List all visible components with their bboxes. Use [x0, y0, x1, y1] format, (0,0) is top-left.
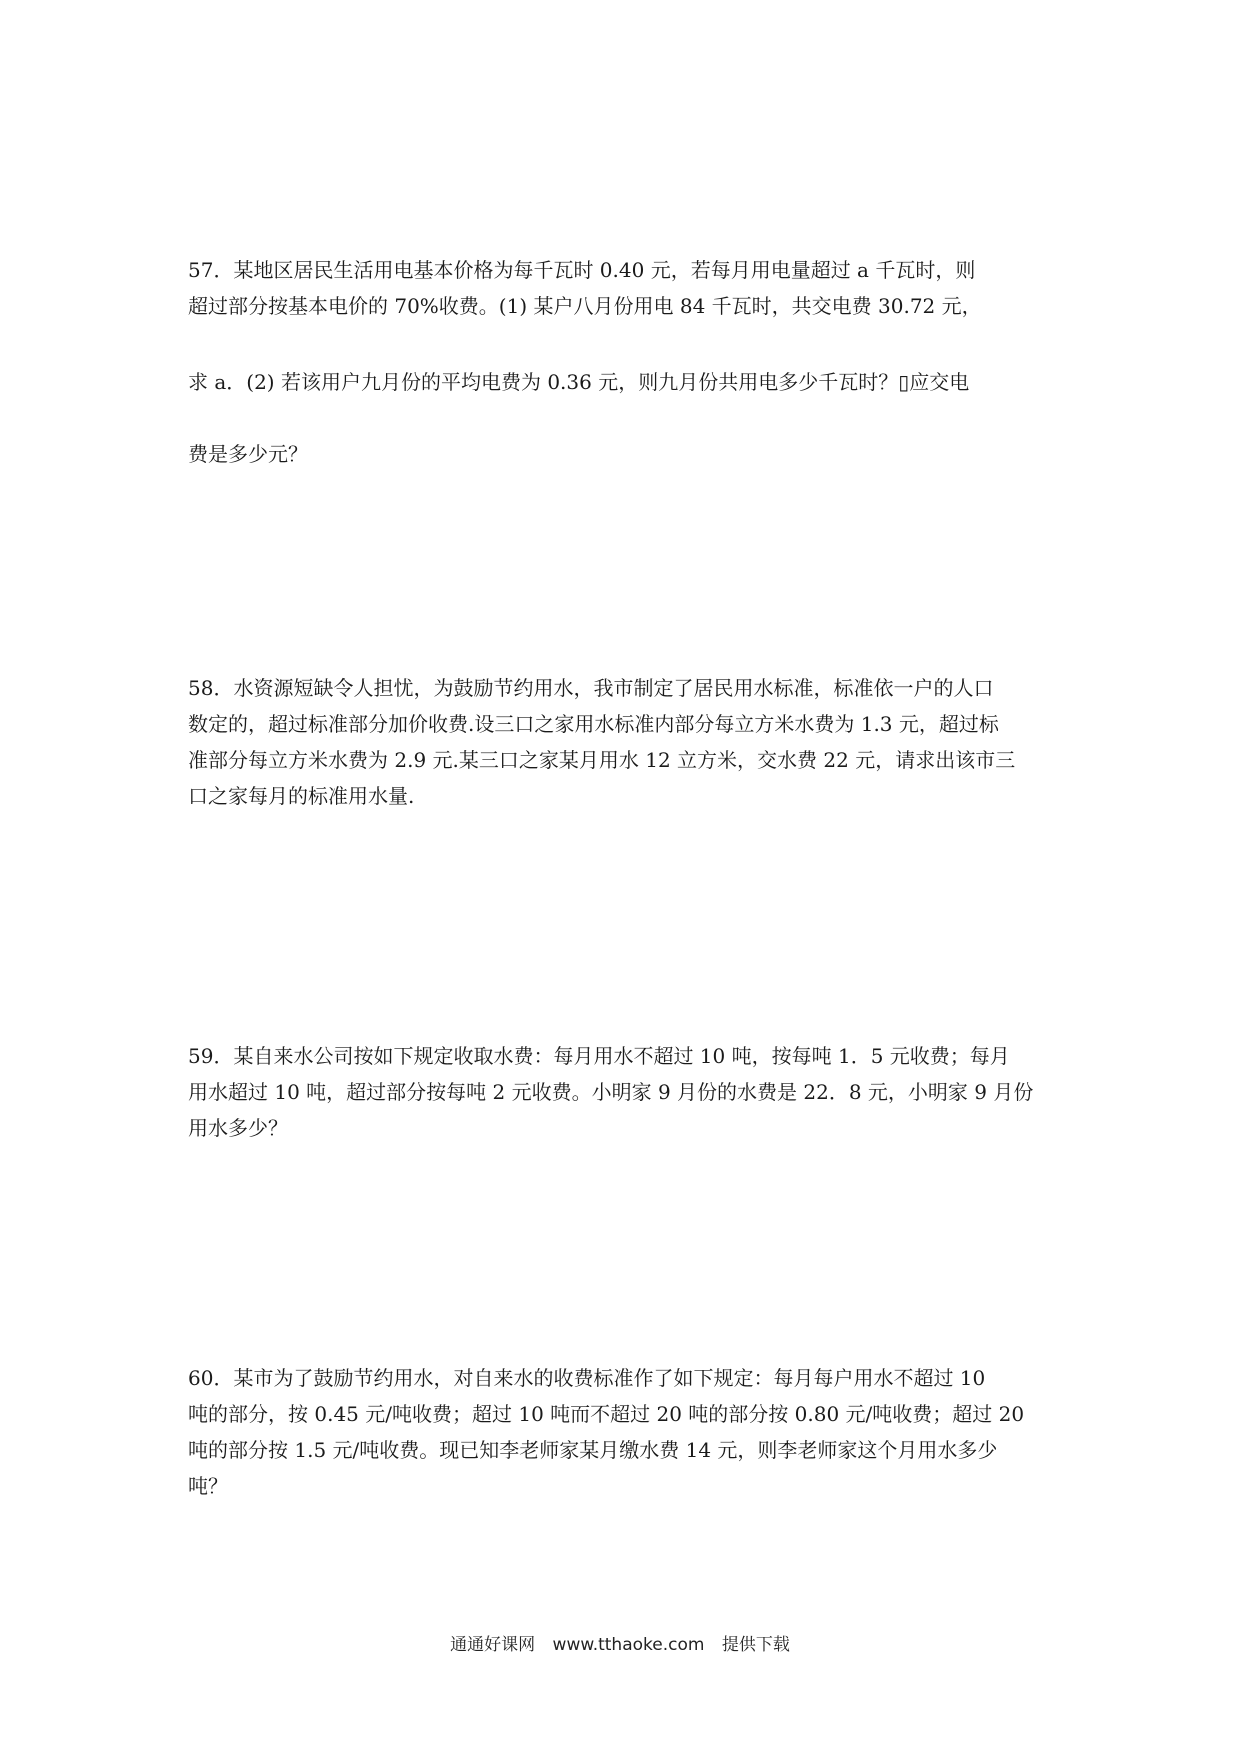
question-60-line-2: 吨的部分，按 0.45 元/吨收费；超过 10 吨而不超过 20 吨的部分按 0.80 元/吨收费；超过 20 — [188, 1402, 1025, 1426]
question-57 — [188, 252, 1068, 472]
question-58-line-1: 58．水资源短缺令人担忧，为鼓励节约用水，我市制定了居民用水标准，标准依一户的人口 — [188, 676, 994, 700]
footer-url-link[interactable]: www.tthaoke.com — [552, 1635, 705, 1655]
question-59-line-2: 用水超过 10 吨，超过部分按每吨 2 元收费。小明家 9 月份的水费是 22．8 元，小明家 9 月份 — [188, 1080, 1034, 1104]
question-60-line-3: 吨的部分按 1.5 元/吨收费。现已知李老师家某月缴水费 14 元，则李老师家这个月用水多少 — [188, 1438, 998, 1462]
question-58-line-4: 口之家每月的标准用水量. — [188, 784, 415, 808]
page-footer — [0, 1630, 1240, 1655]
question-58-line-3: 准部分每立方米水费为 2.9 元.某三口之家某月用水 12 立方米，交水费 22 元，请求出该市三 — [188, 748, 1016, 772]
question-59 — [188, 1038, 1068, 1146]
question-57-line-1: 57．某地区居民生活用电基本价格为每千瓦时 0.40 元，若每月用电量超过 a 千瓦时，则 — [188, 258, 976, 282]
footer-suffix: 提供下载 — [721, 1635, 790, 1655]
question-59-line-1: 59．某自来水公司按如下规定收取水费：每月用水不超过 10 吨，按每吨 1．5 元收费；每月 — [188, 1044, 1010, 1068]
question-58 — [188, 670, 1068, 814]
question-60-line-1: 60．某市为了鼓励节约用水，对自来水的收费标准作了如下规定：每月每户用水不超过 10 — [188, 1366, 986, 1390]
question-58-line-2: 数定的，超过标准部分加价收费.设三口之家用水标准内部分每立方米水费为 1.3 元，超过标 — [188, 712, 999, 736]
question-60-line-4: 吨？ — [188, 1474, 228, 1498]
footer-site-name: 通通好课网 — [450, 1635, 536, 1655]
question-60 — [188, 1360, 1068, 1504]
question-57-line-4: 费是多少元？ — [188, 442, 308, 466]
question-57-line-3: 求 a．(2) 若该用户九月份的平均电费为 0.36 元，则九月份共用电多少千瓦时？▯应交电 — [188, 370, 970, 394]
question-59-line-3: 用水多少？ — [188, 1116, 288, 1140]
question-57-line-2: 超过部分按基本电价的 70%收费。(1) 某户八月份用电 84 千瓦时，共交电费 30.72 元， — [188, 294, 982, 318]
